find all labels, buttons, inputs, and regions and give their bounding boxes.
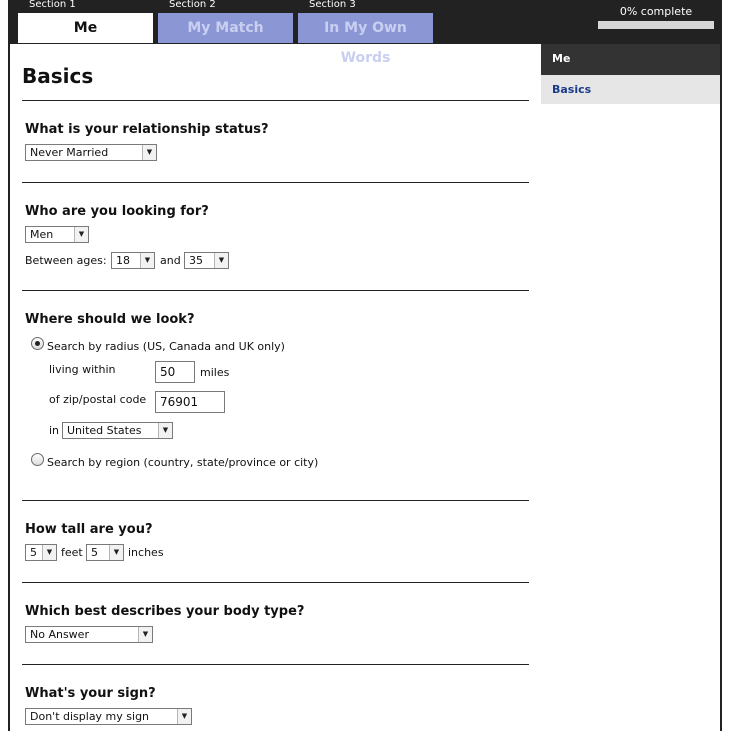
chevron-down-icon: ▼	[109, 545, 123, 560]
country-value: United States	[67, 424, 142, 437]
age-min-value: 18	[116, 254, 130, 267]
seeking-gender-value: Men	[30, 228, 54, 241]
chevron-down-icon: ▼	[142, 145, 156, 160]
looking-for-question: Who are you looking for?	[25, 204, 209, 219]
sidebar-heading: Me	[541, 44, 720, 75]
inches-label: inches	[128, 546, 164, 559]
miles-input[interactable]: 50	[155, 361, 195, 383]
seeking-gender-select[interactable]	[25, 226, 89, 243]
height-feet-select[interactable]	[25, 544, 57, 561]
chevron-down-icon: ▼	[158, 423, 172, 438]
progress-bar	[598, 21, 714, 29]
country-select[interactable]	[62, 422, 173, 439]
section-2-label: Section 2	[169, 0, 216, 10]
chevron-down-icon: ▼	[177, 709, 191, 724]
age-max-select[interactable]	[184, 252, 229, 269]
and-label: and	[160, 254, 181, 267]
height-inches-select[interactable]	[86, 544, 124, 561]
body-type-question: Which best describes your body type?	[25, 604, 305, 619]
tab-my-match[interactable]: My Match	[158, 13, 293, 43]
sign-question: What's your sign?	[25, 686, 156, 701]
zip-code-input[interactable]: 76901	[155, 391, 225, 413]
divider	[22, 290, 529, 291]
radio-unselected-icon[interactable]	[31, 453, 44, 466]
chevron-down-icon: ▼	[74, 227, 88, 242]
divider	[22, 500, 529, 501]
divider	[22, 182, 529, 183]
section-3-label: Section 3	[309, 0, 356, 10]
height-question: How tall are you?	[25, 522, 153, 537]
body-type-value: No Answer	[30, 628, 89, 641]
between-ages-label: Between ages:	[25, 254, 107, 267]
relationship-status-value: Never Married	[30, 146, 109, 159]
section-tabs-bar	[8, 0, 722, 66]
age-max-value: 35	[189, 254, 203, 267]
page-right-border	[720, 44, 722, 731]
progress-label: 0% complete	[619, 5, 693, 18]
chevron-down-icon: ▼	[42, 545, 56, 560]
radio-selected-icon[interactable]	[31, 337, 44, 350]
chevron-down-icon: ▼	[214, 253, 228, 268]
miles-label: miles	[200, 366, 230, 379]
relationship-status-select[interactable]	[25, 144, 157, 161]
section-1-label: Section 1	[29, 0, 76, 10]
page-title: Basics	[22, 64, 94, 88]
feet-label: feet	[61, 546, 83, 559]
height-inches-value: 5	[91, 546, 98, 559]
age-min-select[interactable]	[111, 252, 155, 269]
zip-code-label: of zip/postal code	[49, 393, 147, 406]
location-question: Where should we look?	[25, 312, 195, 327]
in-label: in	[49, 424, 60, 437]
divider	[22, 100, 529, 101]
body-type-select[interactable]	[25, 626, 153, 643]
divider	[22, 664, 529, 665]
divider	[22, 582, 529, 583]
search-by-region-label[interactable]: Search by region (country, state/province or city)	[47, 456, 319, 469]
page-left-border	[8, 44, 10, 731]
sidebar-item-basics[interactable]: Basics	[541, 75, 720, 104]
sign-value: Don't display my sign	[30, 710, 150, 723]
living-within-label: living within	[49, 363, 116, 376]
chevron-down-icon: ▼	[140, 253, 154, 268]
relationship-question: What is your relationship status?	[25, 122, 269, 137]
tab-in-my-own-words[interactable]: In My Own Words	[298, 13, 433, 43]
chevron-down-icon: ▼	[138, 627, 152, 642]
height-feet-value: 5	[30, 546, 37, 559]
tab-me[interactable]: Me	[18, 13, 153, 43]
sign-select[interactable]	[25, 708, 192, 725]
search-by-radius-label[interactable]: Search by radius (US, Canada and UK only)	[47, 340, 285, 353]
